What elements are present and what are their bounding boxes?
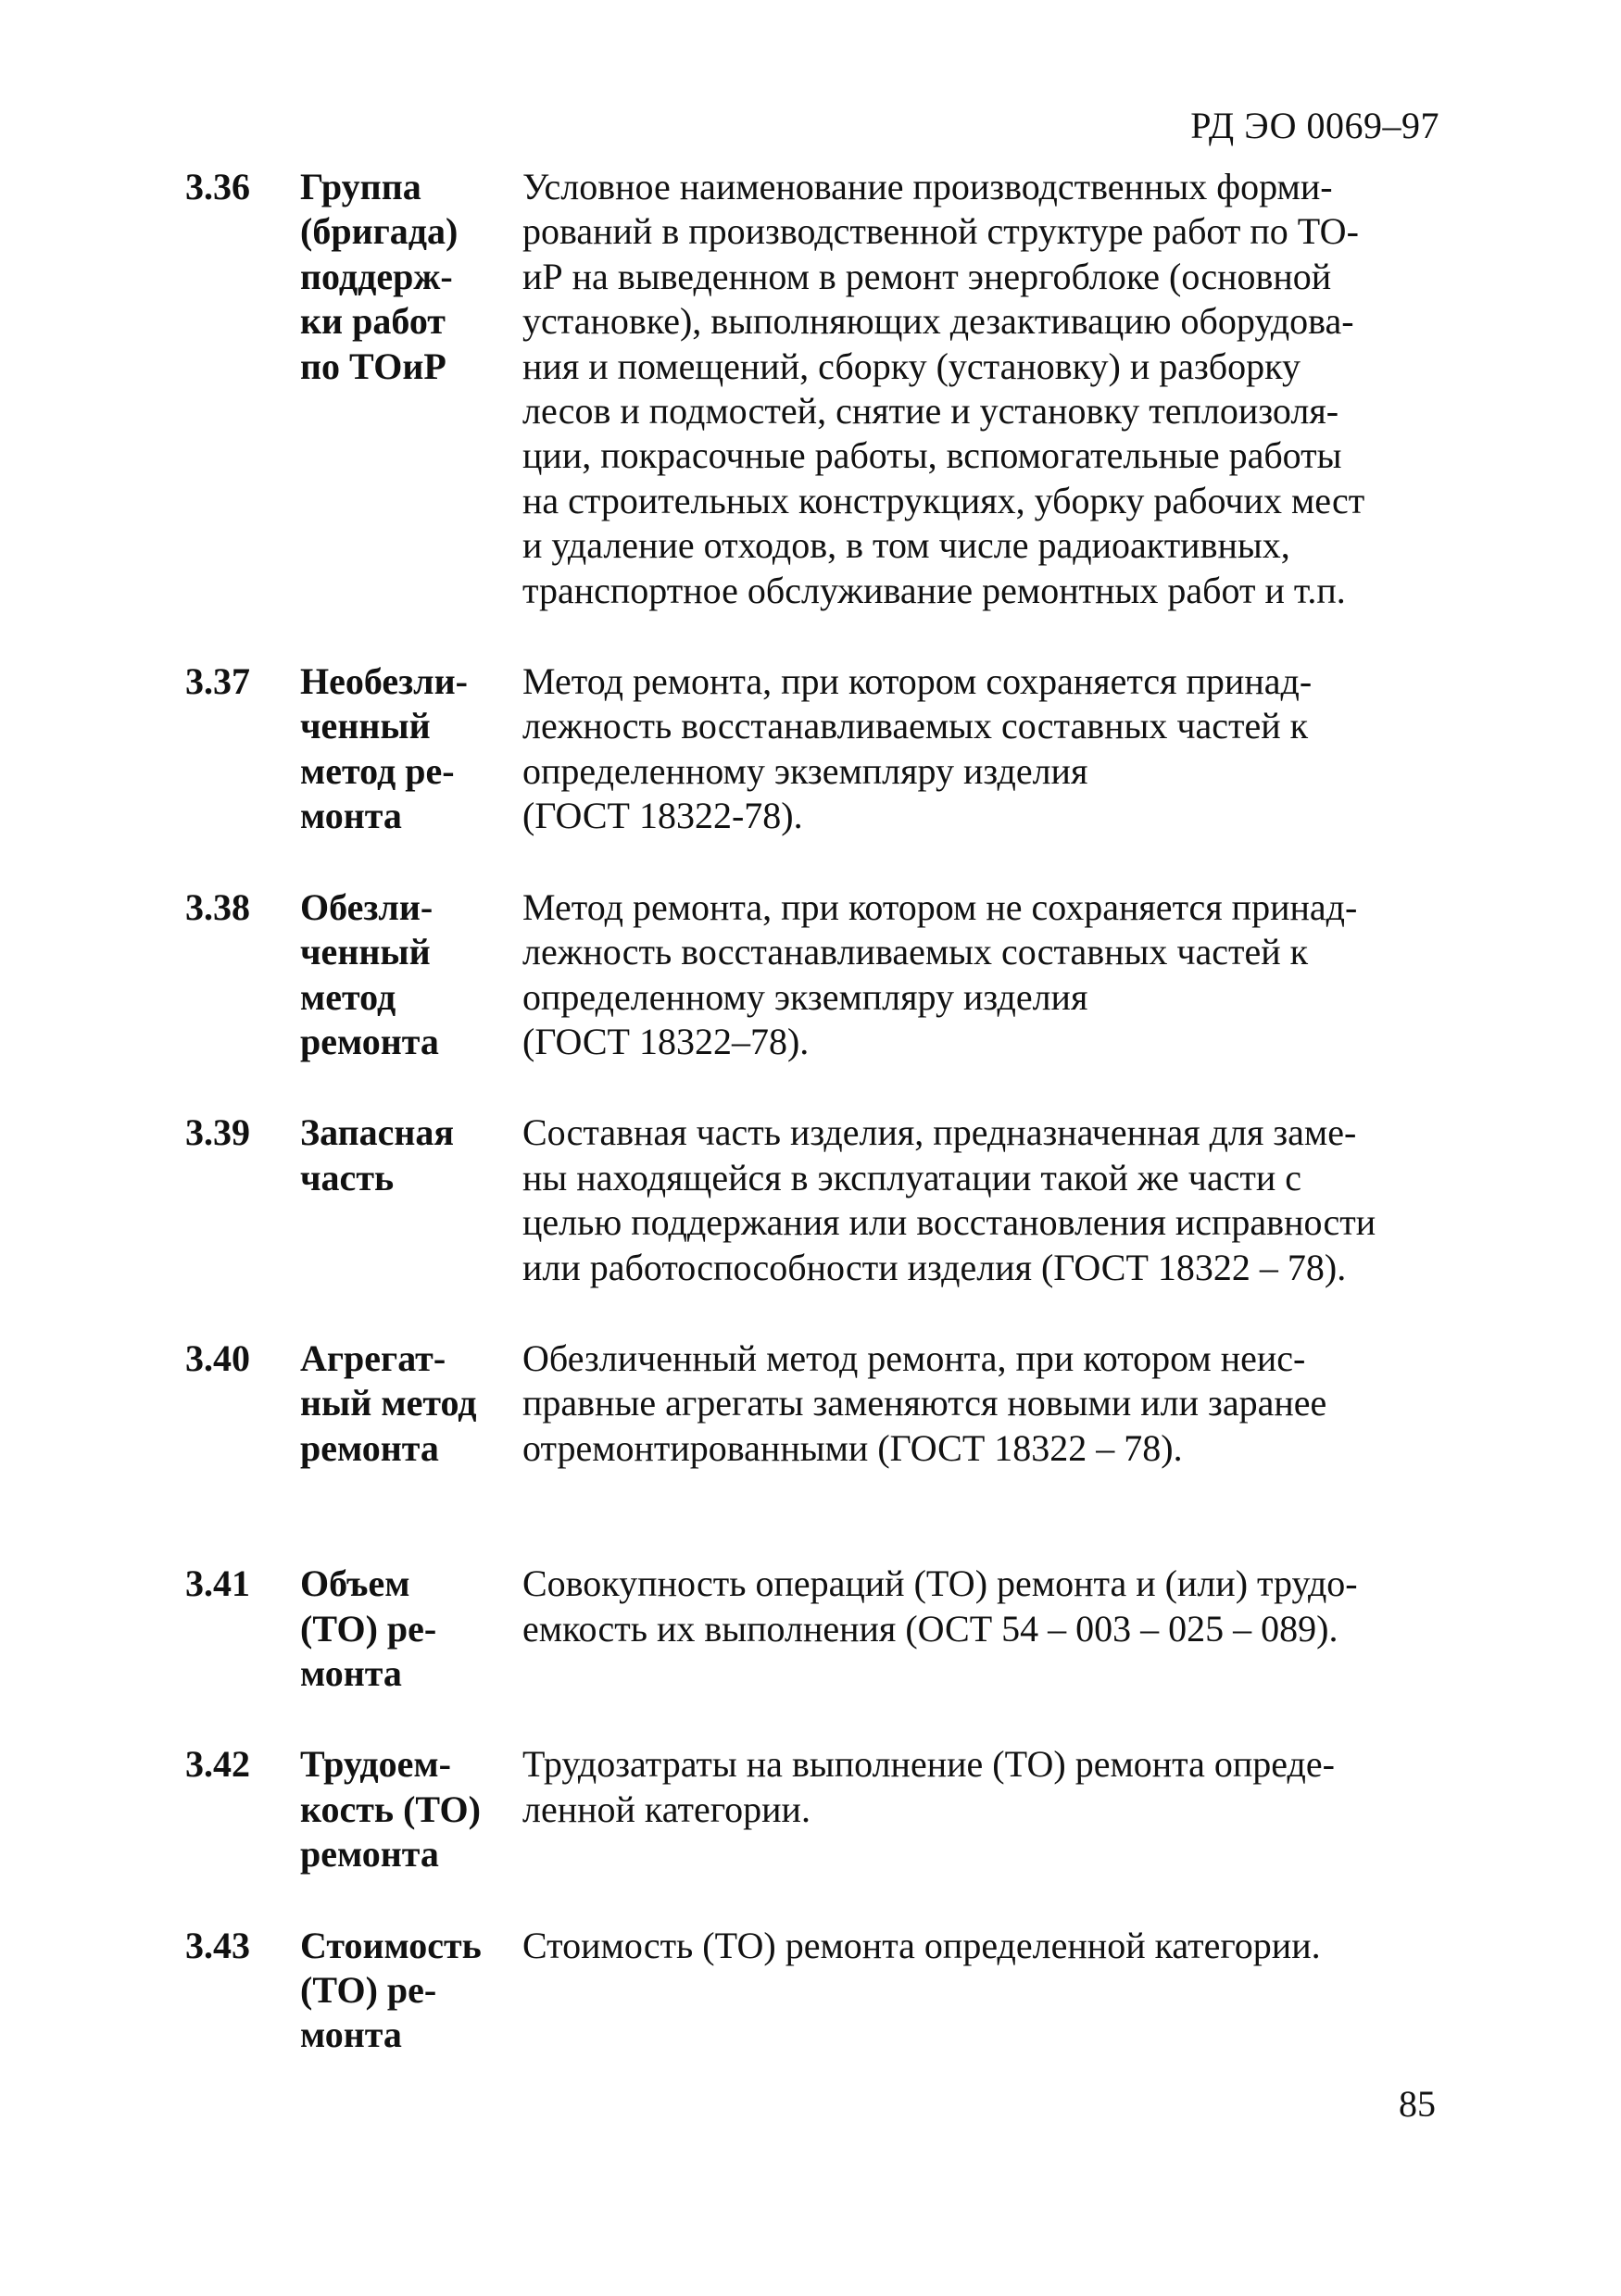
entry-number: 3.43 [185,1924,250,1966]
document-code-header: РД ЭО 0069–97 [1190,105,1439,146]
page-number: 85 [1399,2083,1436,2125]
entry-term: Стоимость (ТО) ре- монта [300,1924,482,2056]
entry-definition: Совокупность операций (ТО) ремонта и (или) трудо- емкость их выполнения (ОСТ 54 – 003 – 025 – 089). [522,1562,1358,1650]
entry-definition: Составная часть изделия, предназначенная для заме- ны находящейся в эксплуатации такой же части с целью поддержания или восстановления исправности или работоспособности изделия (ГОСТ 18322 – 78). [522,1111,1376,1288]
entry-definition: Стоимость (ТО) ремонта определенной категории. [522,1924,1321,1966]
entry-term: Трудоем- кость (ТО) ремонта [300,1743,481,1876]
entry-number: 3.38 [185,885,250,928]
definition-entry-3-37 [185,659,1426,839]
entry-number: 3.37 [185,660,250,703]
entry-number: 3.39 [185,1111,250,1154]
definition-entry-3-42 [185,1742,1426,1876]
entry-number: 3.41 [185,1562,250,1605]
definition-entry-3-36 [185,165,1426,613]
entry-term: Обезли- ченный метод ремонта [300,885,439,1062]
entry-definition: Метод ремонта, при котором сохраняется принад- лежность восстанавливаемых составных частей к определенному экземпляру изделия (ГОСТ 18322-78). [522,660,1313,837]
entry-term: Необезли- ченный метод ре- монта [300,660,468,837]
definition-entry-3-38 [185,885,1426,1065]
definition-entry-3-41 [185,1562,1426,1696]
entry-definition: Метод ремонта, при котором не сохраняется принад- лежность восстанавливаемых составных частей к определенному экземпляру изделия (ГОСТ 18322–78). [522,885,1358,1062]
entry-term: Запасная часть [300,1111,455,1198]
entry-definition: Трудозатраты на выполнение (ТО) ремонта опреде- ленной категории. [522,1743,1335,1830]
entry-definition: Условное наименование производственных форми- рований в производственной структуре работ по ТО- иР на выведенном в ремонт энергоблоке (основной установке), выполняющих дезактивацию оборудова- ния и помещений, сборку (установку) и разборку лесов и подмостей, снятие и установку теплоизоля- ции, покрасочные работы, вспомогательные работы на строительных конструкциях, уборку рабочих мест и удаление отходов, в том числе радиоактивных, транспортное обслуживание ремонтных работ и т.п. [522,166,1365,611]
entry-definition: Обезличенный метод ремонта, при котором неис- правные агрегаты заменяются новыми или заранее отремонтированными (ГОСТ 18322 – 78). [522,1336,1327,1469]
entry-term: Группа (бригада) поддерж- ки работ по ТОиР [300,166,459,387]
definition-entry-3-39 [185,1110,1426,1290]
definition-entry-3-43 [185,1924,1426,2058]
entry-term: Объем (ТО) ре- монта [300,1562,437,1694]
entry-term: Агрегат- ный метод ремонта [300,1336,477,1469]
definitions-list [185,165,1426,2058]
entry-number: 3.40 [185,1336,250,1379]
entry-number: 3.36 [185,166,250,207]
definition-entry-3-40 [185,1336,1426,1471]
entry-number: 3.42 [185,1743,250,1786]
